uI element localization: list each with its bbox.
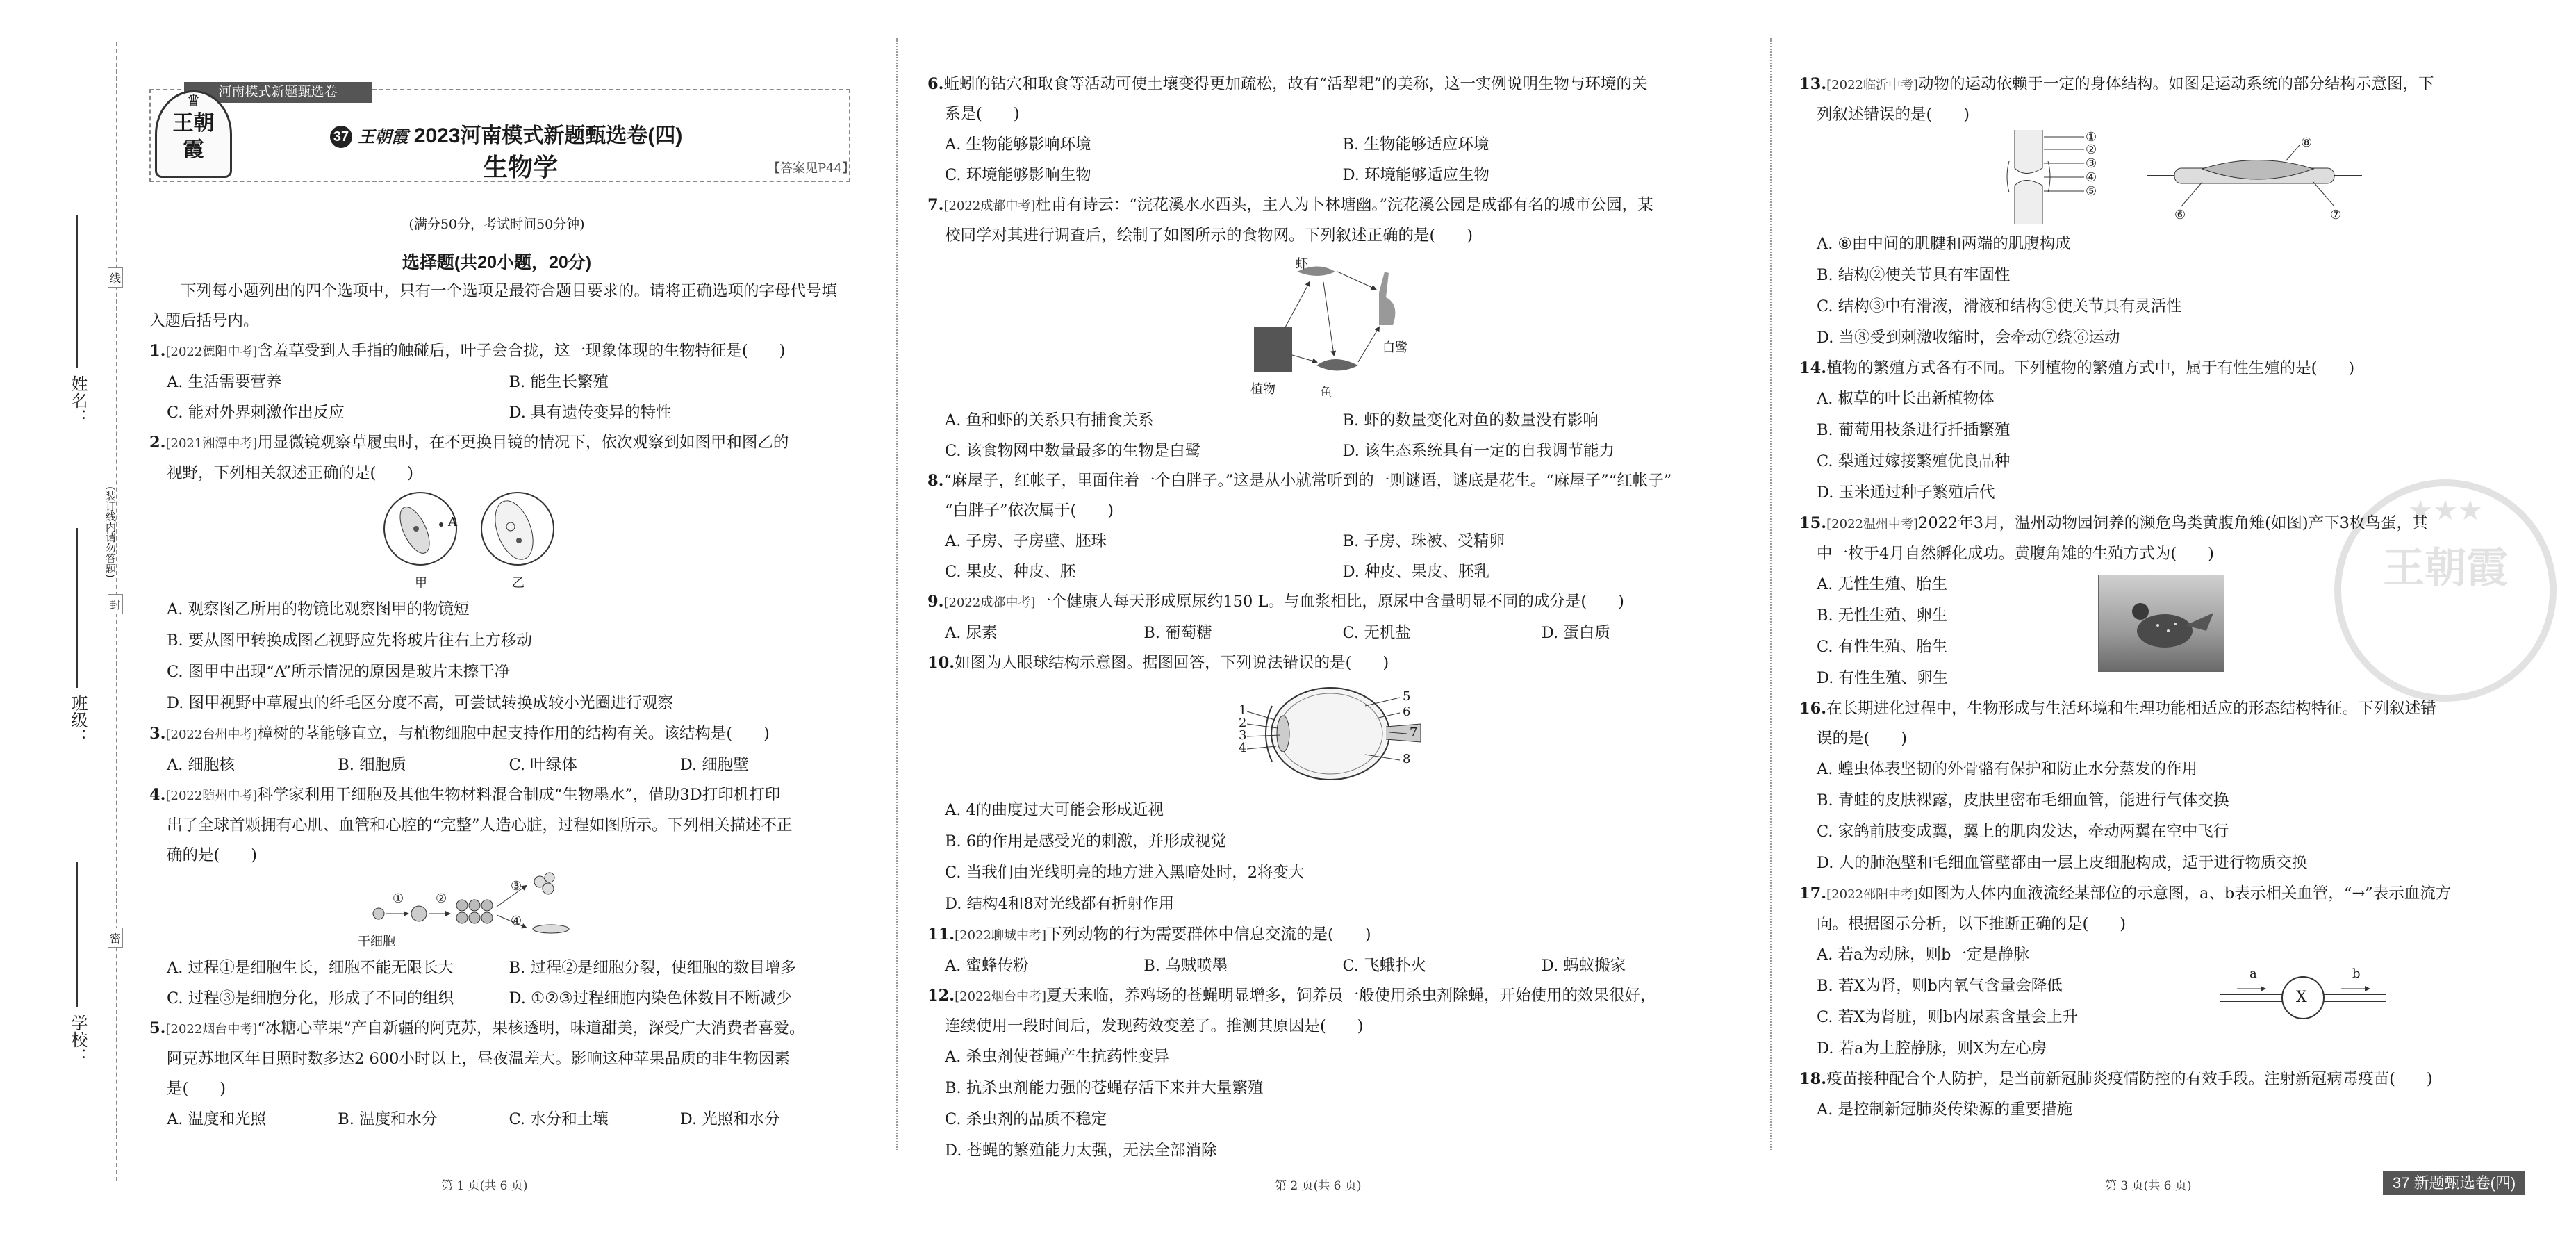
q8-text-1: “麻屋子，红帐子，里面住着一个白胖子。”这是从小就常听到的一则谜语，谜底是花生。“麻屋子”“红帐子” xyxy=(943,472,1672,490)
q16-text-1: 在长期进化过程中，生物形成与生活环境和生理功能相适应的形态结构特征。下列叙述错 xyxy=(1826,700,2436,718)
q6-option-c: C. 环境能够影响生物 xyxy=(945,166,1091,184)
q3-source: [2022台州中考] xyxy=(165,727,258,742)
food-web-heron-label: 白鹭 xyxy=(1382,340,1407,355)
q2-number: 2. xyxy=(149,434,166,452)
crown-icon: ♛ xyxy=(186,92,201,110)
footer-badge: 37 新题甄选卷(四) xyxy=(2383,1171,2525,1195)
q15-text-2: 中一枚于4月自然孵化成功。黄腹角雉的生殖方式为( ) xyxy=(1817,545,2214,563)
eye-label-5: 5 xyxy=(1403,689,1411,704)
q2-option-a: A. 观察图乙所用的物镜比观察图甲的物镜短 xyxy=(167,600,470,618)
eye-label-2: 2 xyxy=(1239,716,1247,730)
q5-option-d: D. 光照和水分 xyxy=(679,1110,780,1128)
q12-option-c: C. 杀虫剂的品质不稳定 xyxy=(945,1110,1107,1128)
question-2 xyxy=(149,428,851,719)
q9-option-a: A. 尿素 xyxy=(945,624,998,642)
muscle-label-7: ⑦ xyxy=(2330,208,2342,222)
q4-option-d: D. ①②③过程细胞内染色体数目不断减少 xyxy=(509,989,792,1007)
question-4 xyxy=(149,780,851,1014)
q11-option-d: D. 蚂蚁搬家 xyxy=(1541,957,1626,975)
q6-option-d: D. 环境能够适应生物 xyxy=(1342,166,1490,184)
seal-mark-line: 线 xyxy=(108,267,123,288)
q7-option-b: B. 虾的数量变化对鱼的数量没有影响 xyxy=(1342,411,1599,429)
q15-text-1: 2022年3月，温州动物园饲养的濒危鸟类黄腹角雉(如图)产下3枚鸟蛋，其 xyxy=(1918,514,2428,532)
question-16 xyxy=(1799,694,2563,879)
stem-cell-svg xyxy=(365,871,684,940)
question-15 xyxy=(1799,509,2563,694)
q5-text-3: 是( ) xyxy=(167,1080,226,1098)
q10-option-d: D. 结构4和8对光线都有折射作用 xyxy=(945,895,1175,913)
q15-option-c: C. 有性生殖、胎生 xyxy=(1817,638,1948,656)
q12-option-b: B. 抗杀虫剂能力强的苍蝇存活下来并大量繁殖 xyxy=(945,1079,1264,1097)
figure-label-yi: 乙 xyxy=(512,576,525,591)
page-column-3 xyxy=(1799,0,2563,1243)
q4-number: 4. xyxy=(149,786,166,804)
q5-option-c: C. 水分和土壤 xyxy=(509,1110,609,1128)
q17-text-1: 如图为人体内血液流经某部位的示意图，a、b表示相关血管，“→”表示血流方 xyxy=(1918,884,2452,903)
q12-text-1: 夏天来临，养鸡场的苍蝇明显增多，饲养员一般使用杀虫剂除蝇，开始使用的效果很好， xyxy=(1046,987,1656,1005)
q3-number: 3. xyxy=(149,725,166,743)
q3-option-c: C. 叶绿体 xyxy=(509,756,577,774)
figure-label-jia: 甲 xyxy=(415,576,427,591)
eye-label-3: 3 xyxy=(1239,728,1247,743)
q16-number: 16. xyxy=(1799,700,1827,718)
exam-info: (满分50分，考试时间50分钟) xyxy=(408,217,585,232)
q1-option-c: C. 能对外界刺激作出反应 xyxy=(167,404,345,422)
answer-ref: 【答案见P44】 xyxy=(768,161,855,176)
q15-option-d: D. 有性生殖、卵生 xyxy=(1817,669,1949,687)
q12-text-2: 连续使用一段时间后，发现药效变差了。推测其原因是( ) xyxy=(945,1017,1364,1035)
q5-text-1: “冰糖心苹果”产自新疆的阿克苏，果核透明，味道甜美，深受广大消费者喜爱。 xyxy=(257,1019,805,1037)
binding-note: (装订线内请勿答题) xyxy=(104,486,117,578)
q10-text: 如图为人眼球结构示意图。据图回答，下列说法错误的是( ) xyxy=(955,654,1389,672)
header xyxy=(149,82,855,181)
stem-cell-label: 干细胞 xyxy=(358,935,395,949)
logo-text: 王朝霞 xyxy=(172,111,215,162)
eye-label-4: 4 xyxy=(1239,741,1247,755)
q2-option-d: D. 图甲视野中草履虫的纤毛区分度不高，可尝试转换成较小光圈进行观察 xyxy=(167,694,674,712)
vessel-a-label: a xyxy=(2249,966,2257,981)
q5-option-a: A. 温度和光照 xyxy=(167,1110,267,1128)
vessel-b-label: b xyxy=(2352,966,2361,981)
q1-text: 含羞草受到人手指的触碰后，叶子会合拢，这一现象体现的生物特征是( ) xyxy=(257,342,786,360)
q2-option-c: C. 图甲中出现“A”所示情况的原因是玻片未擦干净 xyxy=(167,663,511,681)
q14-option-d: D. 玉米通过种子繁殖后代 xyxy=(1817,484,1995,502)
q12-source: [2022烟台中考] xyxy=(955,989,1047,1004)
q8-option-a: A. 子房、子房壁、胚珠 xyxy=(945,532,1107,550)
blood-flow-figure xyxy=(2216,964,2390,1026)
q7-number: 7. xyxy=(927,196,944,214)
joint-label-5: ⑤ xyxy=(2086,184,2097,199)
q6-text-2: 系是( ) xyxy=(945,105,1020,123)
q5-number: 5. xyxy=(149,1019,166,1037)
banner-text: 河南模式新题甄选卷 xyxy=(218,85,338,99)
q6-option-b: B. 生物能够适应环境 xyxy=(1342,135,1489,154)
question-5 xyxy=(149,1014,851,1135)
q2-source: [2021湘潭中考] xyxy=(165,436,258,451)
q1-source: [2022德阳中考] xyxy=(165,345,258,359)
page-column-1 xyxy=(135,0,858,1243)
step-4-label: ④ xyxy=(511,914,522,928)
q11-option-a: A. 蜜蜂传粉 xyxy=(945,957,1029,975)
q7-text-2: 校同学对其进行调查后，绘制了如图所示的食物网。下列叙述正确的是( ) xyxy=(945,227,1473,245)
q7-option-c: C. 该食物网中数量最多的生物是白鹭 xyxy=(945,442,1201,460)
q16-option-d: D. 人的肺泡壁和毛细血管壁都由一层上皮细胞构成，适于进行物质交换 xyxy=(1817,854,2308,872)
step-2-label: ② xyxy=(436,891,447,906)
muscle-label-6: ⑥ xyxy=(2174,208,2186,222)
q16-option-a: A. 蝗虫体表坚韧的外骨骼有保护和防止水分蒸发的作用 xyxy=(1817,760,2198,778)
q13-option-a: A. ⑧由中间的肌腱和两端的肌腹构成 xyxy=(1817,235,2071,253)
q13-option-c: C. 结构③中有滑液，滑液和结构⑤使关节具有灵活性 xyxy=(1817,297,2182,315)
food-web-plant-label: 植物 xyxy=(1250,382,1275,397)
q8-number: 8. xyxy=(927,472,944,490)
q10-option-c: C. 当我们由光线明亮的地方进入黑暗处时，2将变大 xyxy=(945,864,1305,882)
q17-option-a: A. 若a为动脉，则b一定是静脉 xyxy=(1817,946,2029,964)
q3-option-a: A. 细胞核 xyxy=(167,756,236,774)
brand-logo xyxy=(155,90,232,178)
title-row xyxy=(330,118,682,149)
joint-muscle-figure xyxy=(1799,130,2563,229)
joint-label-3: ③ xyxy=(2086,156,2097,171)
q14-number: 14. xyxy=(1799,359,1827,377)
q15-option-b: B. 无性生殖、卵生 xyxy=(1817,607,1948,625)
question-1 xyxy=(149,336,851,428)
eye-label-1: 1 xyxy=(1239,703,1247,718)
q8-option-b: B. 子房、珠被、受精卵 xyxy=(1342,532,1505,550)
joint-label-1: ① xyxy=(2086,130,2097,145)
q2-text-2: 视野，下列相关叙述正确的是( ) xyxy=(167,464,414,482)
pheasant-photo xyxy=(2098,575,2224,672)
page-number-1: 第 1 页(共 6 页) xyxy=(441,1179,528,1193)
page-number-2: 第 2 页(共 6 页) xyxy=(1275,1179,1362,1193)
exam-title: 2023河南模式新题甄选卷(四) xyxy=(413,124,683,147)
question-18 xyxy=(1799,1064,2563,1126)
q4-text-1: 科学家利用干细胞及其他生物材料混合制成“生物墨水”，借助3D打印机打印 xyxy=(257,786,781,804)
q3-text: 樟树的茎能够直立，与植物细胞中起支持作用的结构有关。该结构是( ) xyxy=(257,725,770,743)
seal-mark-mi: 密 xyxy=(108,928,123,948)
q12-option-a: A. 杀虫剂使苍蝇产生抗药性变异 xyxy=(945,1048,1170,1066)
q13-source: [2022临沂中考] xyxy=(1826,78,1919,92)
number-badge: 37 xyxy=(330,126,352,148)
q14-option-c: C. 梨通过嫁接繁殖优良品种 xyxy=(1817,452,2011,470)
joint-label-4: ④ xyxy=(2086,170,2097,185)
q3-option-b: B. 细胞质 xyxy=(338,756,406,774)
section-instruction: 下列每小题列出的四个选项中，只有一个选项是最符合题目要求的。请将正确选项的字母代号填入题后括号内。 xyxy=(149,282,838,330)
q9-option-c: C. 无机盐 xyxy=(1342,624,1411,642)
q8-option-d: D. 种皮、果皮、胚乳 xyxy=(1342,563,1490,581)
eye-label-8: 8 xyxy=(1403,752,1411,766)
q1-option-d: D. 具有遗传变异的特性 xyxy=(509,404,672,422)
question-11 xyxy=(927,920,1740,981)
q13-option-b: B. 结构②使关节具有牢固性 xyxy=(1817,266,2011,284)
stem-cell-figure xyxy=(149,871,851,953)
q11-option-b: B. 乌贼喷墨 xyxy=(1143,957,1228,975)
class-label: 班级： xyxy=(68,695,88,745)
q11-option-c: C. 飞蛾扑火 xyxy=(1342,957,1427,975)
q17-option-b: B. 若X为肾，则b内氧气含量会降低 xyxy=(1817,977,2063,995)
q11-number: 11. xyxy=(927,925,955,944)
column-divider-1 xyxy=(896,38,898,1150)
eye-label-7: 7 xyxy=(1410,725,1418,740)
q7-option-a: A. 鱼和虾的关系只有捕食关系 xyxy=(945,411,1154,429)
microscope-figure xyxy=(149,488,851,594)
q18-text: 疫苗接种配合个人防护，是当前新冠肺炎疫情防控的有效手段。注射新冠病毒疫苗( ) xyxy=(1826,1070,2433,1088)
q16-option-c: C. 家鸽前肢变成翼，翼上的肌肉发达，牵动两翼在空中飞行 xyxy=(1817,823,2229,841)
q6-text-1: 蚯蚓的钻穴和取食等活动可使土壤变得更加疏松，故有“活犁耙”的美称，这一实例说明生物与环境的关 xyxy=(943,75,1648,93)
q15-source: [2022温州中考] xyxy=(1826,517,1919,532)
question-7 xyxy=(927,190,1740,466)
name-label: 姓名： xyxy=(68,375,88,425)
page-column-2 xyxy=(927,0,1740,1243)
q3-option-d: D. 细胞壁 xyxy=(679,756,749,774)
q14-option-b: B. 葡萄用枝条进行扦插繁殖 xyxy=(1817,421,2011,439)
food-web-shrimp-label: 虾 xyxy=(1296,257,1308,272)
q12-option-d: D. 苍蝇的繁殖能力太强，无法全部消除 xyxy=(945,1142,1217,1160)
question-3 xyxy=(149,719,851,780)
q14-option-a: A. 椒草的叶长出新植物体 xyxy=(1817,390,1995,408)
q10-option-a: A. 4的曲度过大可能会形成近视 xyxy=(945,801,1164,819)
q14-text: 植物的繁殖方式各有不同。下列植物的繁殖方式中，属于有性生殖的是( ) xyxy=(1826,359,2355,377)
q9-source: [2022成都中考] xyxy=(943,595,1036,610)
q2-option-b: B. 要从图甲转换成图乙视野应先将玻片往右上方移动 xyxy=(167,632,532,650)
q11-text: 下列动物的行为需要群体中信息交流的是( ) xyxy=(1046,925,1371,944)
muscle-label-8: ⑧ xyxy=(2301,135,2313,150)
question-10 xyxy=(927,648,1740,920)
q5-option-b: B. 温度和水分 xyxy=(338,1110,438,1128)
q1-option-a: A. 生活需要营养 xyxy=(167,373,282,391)
figure-label-a: A xyxy=(448,515,457,529)
food-web-svg xyxy=(1247,251,1428,400)
q18-number: 18. xyxy=(1799,1070,1827,1088)
binding-sidebar xyxy=(0,0,129,1243)
q9-option-d: D. 蛋白质 xyxy=(1541,624,1610,642)
q4-text-2: 出了全球首颗拥有心肌、血管和心腔的“完整”人造心脏，过程如图所示。下列相关描述不正 xyxy=(167,816,793,834)
q7-source: [2022成都中考] xyxy=(943,199,1036,213)
q17-source: [2022邵阳中考] xyxy=(1826,887,1919,902)
q17-text-2: 向。根据图示分析，以下推断正确的是( ) xyxy=(1817,915,2127,933)
q17-option-d: D. 若a为上腔静脉，则X为左心房 xyxy=(1817,1039,2047,1057)
q7-option-d: D. 该生态系统具有一定的自我调节能力 xyxy=(1342,442,1615,460)
q13-text-2: 列叙述错误的是( ) xyxy=(1817,106,1970,124)
pheasant-icon xyxy=(2099,575,2224,671)
q10-option-b: B. 6的作用是感受光的刺激，并形成视觉 xyxy=(945,832,1227,850)
page-number-3: 第 3 页(共 6 页) xyxy=(2105,1179,2192,1193)
q13-option-d: D. 当⑧受到刺激收缩时，会牵动⑦绕⑥运动 xyxy=(1817,329,2120,347)
question-8 xyxy=(927,466,1740,587)
column-divider-2 xyxy=(1770,38,1772,1150)
q4-option-b: B. 过程②是细胞分裂，使细胞的数目增多 xyxy=(509,959,796,977)
q17-number: 17. xyxy=(1799,884,1827,903)
q15-option-a: A. 无性生殖、胎生 xyxy=(1817,575,1948,593)
q11-source: [2022聊城中考] xyxy=(955,928,1047,943)
food-web-figure xyxy=(927,251,1740,405)
q17-option-c: C. 若X为肾脏，则b内尿素含量会上升 xyxy=(1817,1008,2079,1026)
q1-number: 1. xyxy=(149,342,166,360)
q4-option-a: A. 过程①是细胞生长，细胞不能无限长大 xyxy=(167,959,454,977)
step-3-label: ③ xyxy=(511,879,522,894)
subject-title: 生物学 xyxy=(483,153,559,181)
q8-option-c: C. 果皮、种皮、胚 xyxy=(945,563,1076,581)
step-1-label: ① xyxy=(393,891,404,906)
q6-option-a: A. 生物能够影响环境 xyxy=(945,135,1091,154)
q15-number: 15. xyxy=(1799,514,1827,532)
q13-text-1: 动物的运动依赖于一定的身体结构。如图是运动系统的部分结构示意图，下 xyxy=(1918,75,2434,93)
watermark-text: 王朝霞 xyxy=(2383,544,2508,593)
question-6 xyxy=(927,69,1740,190)
q16-option-b: B. 青蛙的皮肤裸露，皮肤里密布毛细血管，能进行气体交换 xyxy=(1817,791,2229,809)
question-12 xyxy=(927,981,1740,1167)
seal-mark-feng: 封 xyxy=(108,594,123,614)
q10-number: 10. xyxy=(927,654,955,672)
eye-label-6: 6 xyxy=(1403,705,1411,719)
question-13 xyxy=(1799,69,2563,354)
q9-number: 9. xyxy=(927,593,944,611)
joint-label-2: ② xyxy=(2086,142,2097,157)
q4-source: [2022随州中考] xyxy=(165,789,258,803)
q4-text-3: 确的是( ) xyxy=(167,846,258,864)
q9-text: 一个健康人每天形成原尿约150 L。与血浆相比，原尿中含量明显不同的成分是( ) xyxy=(1035,593,1624,611)
q8-text-2: “白胖子”依次属于( ) xyxy=(945,502,1114,520)
eye-figure xyxy=(927,678,1740,795)
joint-muscle-svg xyxy=(1994,130,2383,227)
question-17 xyxy=(1799,879,2563,1064)
watermark-star-icon: ★★★ xyxy=(2408,495,2483,527)
q6-number: 6. xyxy=(927,75,944,93)
q13-number: 13. xyxy=(1799,75,1827,93)
q5-source: [2022烟台中考] xyxy=(165,1022,258,1037)
section-title: 选择题(共20小题，20分) xyxy=(402,253,592,272)
school-label: 学校： xyxy=(68,1014,88,1064)
question-9 xyxy=(927,587,1740,648)
q9-option-b: B. 葡萄糖 xyxy=(1143,624,1212,642)
organ-x-label: X xyxy=(2296,989,2307,1006)
q5-text-2: 阿克苏地区年日照时数多达2 600小时以上，昼夜温差大。影响这种苹果品质的非生物因素 xyxy=(167,1050,790,1068)
q7-text-1: 杜甫有诗云：“浣花溪水水西头，主人为卜林塘幽。”浣花溪公园是成都有名的城市公园，某 xyxy=(1035,196,1653,214)
question-14 xyxy=(1799,354,2563,509)
q16-text-2: 误的是( ) xyxy=(1817,730,1908,748)
q2-text-1: 用显微镜观察草履虫时，在不更换目镜的情况下，依次观察到如图甲和图乙的 xyxy=(257,434,789,452)
q18-option-a: A. 是控制新冠肺炎传染源的重要措施 xyxy=(1817,1101,2073,1119)
brand-name: 王朝霞 xyxy=(358,126,408,147)
food-web-fish-label: 鱼 xyxy=(1320,386,1332,400)
q12-number: 12. xyxy=(927,987,955,1005)
q4-option-c: C. 过程③是细胞分化，形成了不同的组织 xyxy=(167,989,454,1007)
q1-option-b: B. 能生长繁殖 xyxy=(509,373,609,391)
